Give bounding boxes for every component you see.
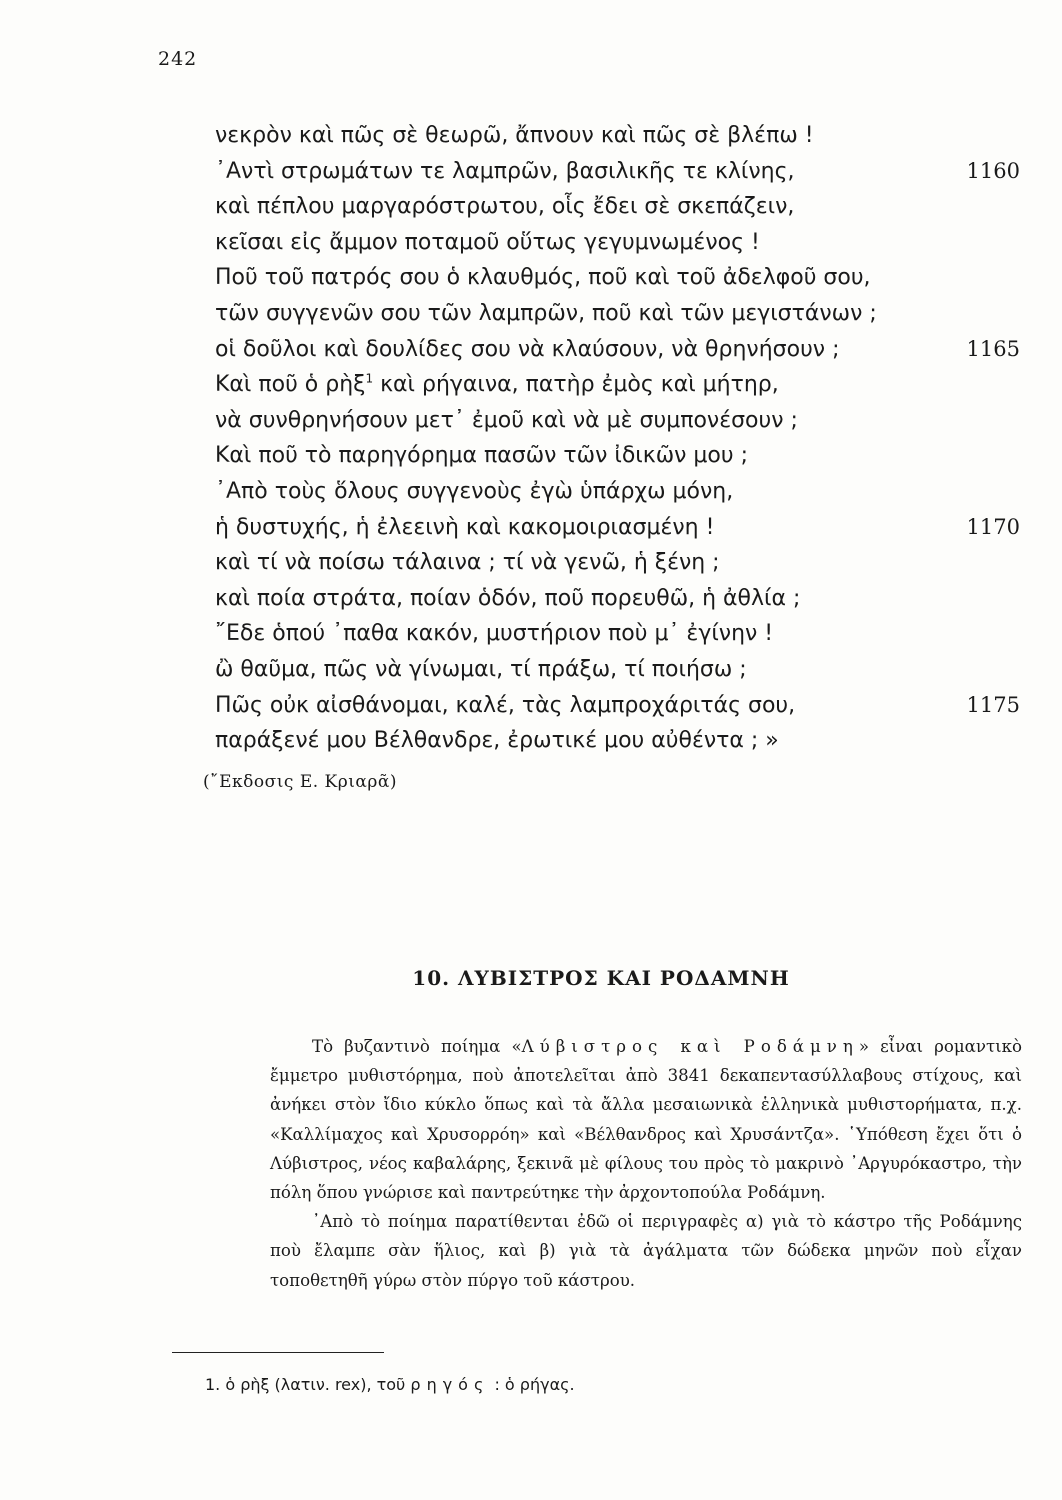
verse-number: 1175 xyxy=(966,692,1020,717)
footnote-text-middle: ), τοῦ xyxy=(360,1375,411,1394)
verse-line xyxy=(215,510,1020,546)
verse-line xyxy=(215,332,1020,368)
verse-text: καὶ τί νὰ ποίσω τάλαινα ; τί νὰ γενῶ, ἡ ξένη ; xyxy=(215,550,720,576)
footnote-spaced-word: ρηγός xyxy=(410,1375,490,1394)
footnote-latin: rex xyxy=(334,1375,361,1394)
verse-line xyxy=(215,403,1020,439)
footnote xyxy=(205,1375,575,1394)
verse-number: 1165 xyxy=(966,336,1020,361)
poem-excerpt xyxy=(215,118,1020,759)
verse-text: καὶ πέπλου μαργαρόστρωτου, οἷς ἔδει σὲ σκεπάζειν, xyxy=(215,194,795,220)
footnote-divider xyxy=(172,1352,384,1353)
verse-text: κεῖσαι εἰς ἄμμον ποταμοῦ οὕτως γεγυμνωμένος ! xyxy=(215,229,760,255)
verse-text: ὢ θαῦμα, πῶς νὰ γίνωμαι, τί πράξω, τί ποιήσω ; xyxy=(215,656,747,682)
verse-text: παράξενέ μου Βέλθανδρε, ἐρωτικέ μου αὐθέντα ; » xyxy=(215,728,779,754)
verse-text: ἡ δυστυχής, ἡ ἐλεεινὴ καὶ κακομοιριασμένη ! xyxy=(215,514,715,540)
footnote-text-end: : ὁ ρήγας. xyxy=(489,1375,575,1394)
verse-text: ῎Εδε ὁπού ᾽παθα κακόν, μυστήριον ποὺ μ᾽ ἐγίνην ! xyxy=(215,621,774,647)
verse-text: ᾿Απὸ τοὺς ὅλους συγγενοὺς ἐγὼ ὑπάρχω μόνη, xyxy=(215,478,734,504)
footnote-marker: 1 xyxy=(365,371,374,386)
verse-line xyxy=(215,189,1020,225)
verse-text-continued: καὶ ρήγαινα, πατὴρ ἐμὸς καὶ μήτηρ, xyxy=(373,372,779,398)
verse-line xyxy=(215,545,1020,581)
verse-line xyxy=(215,225,1020,261)
verse-number: 1160 xyxy=(966,158,1020,183)
verse-text: Καὶ ποῦ ὁ ρὴξ xyxy=(215,372,366,398)
intro-text-continued: » εἶναι ρομαντικὸ ἔμμετρο μυθιστόρημα, ποὺ ἀποτελεῖται ἀπὸ 3841 δεκαπεντασύλλαβους στίχους, καὶ ἀνήκει στὸν ἴδιο κύκλο ὅπως καὶ τὰ ἄλλα μεσαιωνικὰ ἑλληνικὰ μυθιστορήματα, π.χ. «Καλλίμαχος καὶ Χρυσορρόη» καὶ «Βέλθανδρος καὶ Χρυσάντζα». ῾Υπόθεση ἔχει ὅτι ὁ Λύβιστρος, νέος καβαλάρης, ξεκινᾶ μὲ φίλους του πρὸς τὸ μακρινὸ ᾿Αργυρόκαστρο, τὴν πόλη ὅπου γνώρισε καὶ παντρεύτηκε τὴν ἀρχοντοπούλα Ροδάμνη. xyxy=(270,1037,1022,1203)
verse-text: νὰ συνθρηνήσουν μετ᾽ ἐμοῦ καὶ νὰ μὲ συμπονέσουν ; xyxy=(215,407,798,433)
verse-text: καὶ ποία στράτα, ποίαν ὁδόν, ποῦ πορευθῶ, ἡ ἀθλία ; xyxy=(215,585,801,611)
footnote-text: 1. ὁ ρὴξ (λατιν. xyxy=(205,1375,335,1394)
verse-text: ᾿Αντὶ στρωμάτων τε λαμπρῶν, βασιλικῆς τε κλίνης, xyxy=(215,158,795,184)
verse-line xyxy=(215,367,1020,403)
verse-line xyxy=(215,616,1020,652)
verse-line xyxy=(215,723,1020,759)
section-heading: 10. ΛΥΒΙΣΤΡΟΣ ΚΑΙ ΡΟΔΑΜΝΗ xyxy=(412,966,790,990)
verse-line xyxy=(215,118,1020,154)
verse-line xyxy=(215,260,1020,296)
source-citation: (῎Εκδοσις Ε. Κριαρᾶ) xyxy=(203,772,397,792)
verse-text: τῶν συγγενῶν σου τῶν λαμπρῶν, ποῦ καὶ τῶν μεγιστάνων ; xyxy=(215,300,877,326)
verse-line xyxy=(215,688,1020,724)
intro-text: Τὸ βυζαντινὸ ποίημα « xyxy=(312,1037,522,1056)
verse-text: Ποῦ τοῦ πατρός σου ὁ κλαυθμός, ποῦ καὶ τοῦ ἀδελφοῦ σου, xyxy=(215,265,871,291)
verse-line xyxy=(215,154,1020,190)
verse-line xyxy=(215,652,1020,688)
verse-text: Πῶς οὐκ αἰσθάνομαι, καλέ, τὰς λαμπροχάριτάς σου, xyxy=(215,692,796,718)
poem-title: Λύβιστρος καὶ Ροδάμνη xyxy=(521,1037,859,1056)
verse-number: 1170 xyxy=(966,514,1020,539)
excerpt-paragraph: ᾿Απὸ τὸ ποίημα παρατίθενται ἐδῶ οἱ περιγραφὲς α) γιὰ τὸ κάστρο τῆς Ροδάμνης ποὺ ἔλαμπε σὰν ἥλιος, καὶ β) γιὰ τὰ ἀγάλματα τῶν δώδεκα μηνῶν ποὺ εἶχαν τοποθετηθῆ γύρω στὸν πύργο τοῦ κάστρου. xyxy=(270,1212,1022,1290)
page-number: 242 xyxy=(158,48,198,70)
verse-text: Καὶ ποῦ τὸ παρηγόρημα πασῶν τῶν ἰδικῶν μου ; xyxy=(215,443,748,469)
verse-line xyxy=(215,296,1020,332)
verse-line xyxy=(215,581,1020,617)
verse-line xyxy=(215,438,1020,474)
intro-paragraph xyxy=(270,1032,1022,1207)
introduction-text xyxy=(270,1032,1022,1295)
verse-line xyxy=(215,474,1020,510)
verse-text: οἱ δοῦλοι καὶ δουλίδες σου νὰ κλαύσουν, νὰ θρηνήσουν ; xyxy=(215,336,840,362)
verse-text: νεκρὸν καὶ πῶς σὲ θεωρῶ, ἄπνουν καὶ πῶς σὲ βλέπω ! xyxy=(215,123,814,148)
